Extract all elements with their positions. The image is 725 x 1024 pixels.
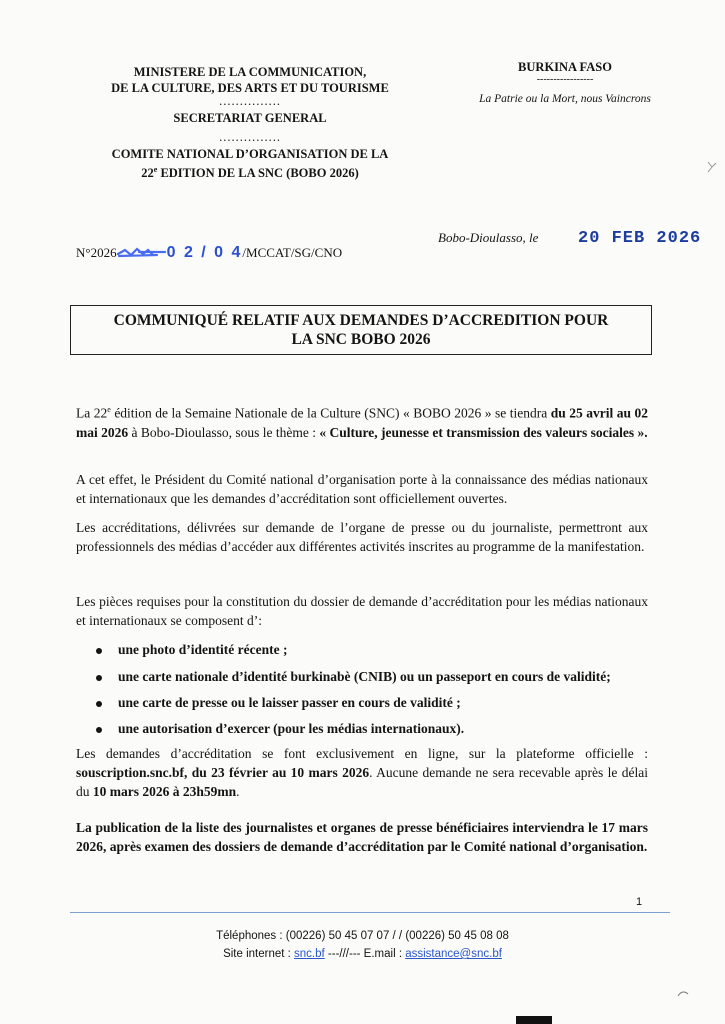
list-item: une autorisation d’exercer (pour les médias internationaux). — [96, 721, 464, 740]
bullet-icon — [96, 675, 102, 681]
scan-mark-icon — [706, 160, 718, 179]
title-line2: LA SNC BOBO 2026 — [291, 331, 431, 348]
reference-suffix: /MCCAT/SG/CNO — [242, 245, 343, 260]
national-motto: La Patrie ou la Mort, nous Vaincrons — [479, 93, 651, 105]
list-item: une photo d’identité récente ; — [96, 642, 287, 661]
secretariat-name: SECRETARIAT GENERAL — [173, 111, 327, 125]
ministry-name-line1: MINISTERE DE LA COMMUNICATION, — [133, 65, 367, 79]
scan-edge-mark — [516, 1016, 552, 1024]
handwritten-number: 0 2 / 0 4 — [166, 244, 243, 261]
communique-title — [70, 305, 652, 355]
redaction-scribble-icon — [117, 245, 167, 263]
paragraph-required-documents: Les pièces requises pour la constitution du dossier de demande d’accréditation pour les médias nationaux et internationaux se composent d’: — [76, 594, 648, 628]
place-label: Bobo-Dioulasso, le — [438, 230, 539, 245]
requirements-list — [96, 642, 656, 742]
date-stamp: 20 FEB 2026 — [578, 229, 702, 248]
paragraph-edition-dates: La 22e édition de la Semaine Nationale de la Culture (SNC) « BOBO 2026 » se tiendra du 25 avril au 02 mai 2026 à Bobo-Dioulasso, sous le thème : « Culture, jeunesse et transmission des valeurs sociales ». — [76, 405, 648, 440]
reference-prefix: N°2026 — [76, 245, 117, 260]
paragraph-accreditation-purpose: Les accréditations, délivrées sur demande de l’organe de presse ou du journaliste, permettront aux professionnels des médias d’accéder aux différentes activités inscrites au programme de la manifestation. — [76, 520, 648, 554]
committee-name-line1: COMITE NATIONAL D’ORGANISATION DE LA — [111, 147, 389, 161]
scan-mark-icon — [676, 986, 690, 1004]
footer-phones: Téléphones : (00226) 50 45 07 07 / / (00226) 50 45 08 08 — [216, 930, 509, 942]
paragraph-announcement: A cet effet, le Président du Comité national d’organisation porte à la connaissance des médias nationaux et internationaux que les demandes d’accréditation sont officiellement ouvertes. — [76, 472, 648, 506]
committee-name-line2: 22e EDITION DE LA SNC (BOBO 2026) — [141, 165, 359, 181]
country-name: BURKINA FASO — [518, 60, 612, 74]
list-item: une carte de presse ou le laisser passer en cours de validité ; — [96, 695, 461, 714]
site-label: Site internet : — [223, 948, 295, 960]
website-link[interactable]: snc.bf — [294, 948, 325, 960]
separator-dots: ............... — [219, 130, 281, 144]
list-item: une carte nationale d’identité burkinabè (CNIB) ou un passeport en cours de validité; — [96, 669, 611, 688]
bullet-icon — [96, 727, 102, 733]
footer-separator: ---///--- E.mail : — [324, 948, 406, 960]
paragraph-online-application: Les demandes d’accréditation se font exclusivement en ligne, sur la plateforme officielle : souscription.snc.bf, du 23 février au 10 mars 2026. Aucune demande ne sera recevable après le délai du 10 mars 2026 à 23h59mn. — [76, 746, 648, 799]
reference-number — [76, 244, 342, 263]
separator-dots: ............... — [219, 94, 281, 108]
page-number: 1 — [636, 896, 643, 908]
country-separator: ----------------- — [536, 74, 594, 85]
footer-contacts — [0, 948, 725, 960]
bullet-icon — [96, 648, 102, 654]
paragraph-publication: La publication de la liste des journalistes et organes de presse bénéficiaires interviendra le 17 mars 2026, après examen des dossiers de demande d’accréditation par le Comité national d’organisation. — [76, 820, 648, 854]
email-link[interactable]: assistance@snc.bf — [405, 948, 502, 960]
bullet-icon — [96, 701, 102, 707]
ministry-header — [60, 64, 440, 181]
country-header — [470, 60, 660, 105]
title-line1: COMMUNIQUÉ RELATIF AUX DEMANDES D’ACCREDITION POUR — [113, 312, 609, 329]
ministry-name-line2: DE LA CULTURE, DES ARTS ET DU TOURISME — [111, 81, 389, 95]
footer-divider — [70, 912, 670, 913]
